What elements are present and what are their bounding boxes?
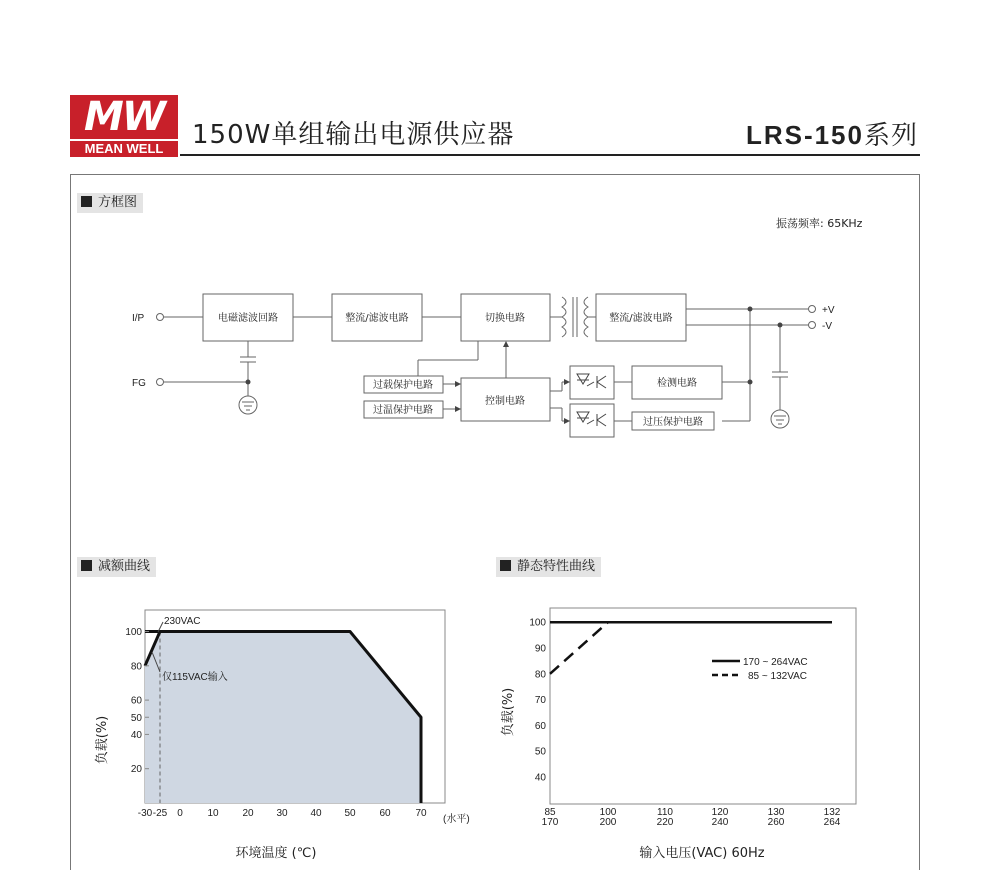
static-ytick: 60	[534, 720, 546, 732]
static-xtick-top: 85	[544, 807, 556, 818]
static-xtick-top: 100	[599, 807, 617, 818]
derating-xtick: 0	[177, 808, 183, 819]
static-xtick-top: 132	[823, 807, 841, 818]
vplus-label: +V	[822, 305, 835, 316]
document-title: 150W单组输出电源供应器	[192, 120, 515, 150]
derating-xtick: 30	[276, 808, 288, 819]
block-olp-label: 过载保护电路	[373, 380, 433, 391]
static-xtick-bottom: 264	[823, 817, 841, 828]
derating-ytick: 60	[130, 695, 142, 707]
static-xtick-bottom: 240	[711, 817, 729, 828]
block-control-label: 控制电路	[485, 396, 525, 407]
derating-xlabel: 环境温度 (℃)	[235, 846, 317, 861]
static-ytick: 50	[534, 746, 546, 758]
derating-ytick: 50	[130, 712, 142, 724]
logo-text: MEAN WELL	[70, 139, 178, 155]
legend-170-264: 170 ~ 264VAC	[743, 657, 808, 668]
derating-xtick: 40	[310, 808, 322, 819]
series-model: LRS-150	[745, 120, 864, 150]
static-ytick: 90	[534, 643, 546, 655]
fg-label: FG	[132, 378, 146, 389]
block-switch-label: 切换电路	[485, 313, 525, 324]
derating-ytick: 100	[125, 627, 142, 638]
static-xlabel: 输入电压(VAC) 60Hz	[639, 846, 765, 861]
derating-xtick: 60	[379, 808, 391, 819]
block-otp-label: 过温保护电路	[373, 405, 433, 416]
legend-85-132: 85 ~ 132VAC	[748, 671, 808, 682]
derating-xtick: 70	[415, 808, 427, 819]
static-plot-frame	[550, 608, 856, 804]
static-xtick-top: 130	[767, 807, 785, 818]
derating-x-unit: (水平)	[443, 814, 470, 825]
block-rectifier-1-label: 整流/滤波电路	[345, 313, 409, 324]
static-ytick: 70	[534, 695, 546, 707]
static-xtick-top: 120	[711, 807, 729, 818]
derating-xtick: -30	[137, 808, 153, 819]
derating-xtick: 10	[207, 808, 219, 819]
static-xtick-bottom: 220	[656, 817, 674, 828]
vminus-label: -V	[822, 321, 832, 332]
derating-ytick: 40	[130, 729, 142, 741]
static-xtick-top: 110	[657, 807, 673, 818]
annot-230vac: 230VAC	[164, 616, 201, 627]
block-rectifier-2-label: 整流/滤波电路	[609, 313, 673, 324]
derating-xtick: -25	[152, 808, 168, 819]
derating-ylabel: 负载(%)	[95, 715, 110, 765]
static-xtick-bottom: 170	[541, 817, 559, 828]
series-suffix: 系列	[863, 121, 918, 151]
annot-115vac: 仅115VAC输入	[162, 672, 228, 683]
static-ytick: 80	[534, 669, 546, 681]
static-ytick: 40	[534, 772, 546, 784]
derating-xtick: 50	[344, 808, 356, 819]
ip-label: I/P	[132, 313, 145, 324]
block-emi-label: 电磁滤波回路	[218, 313, 278, 324]
derating-xtick: 20	[242, 808, 254, 819]
logo-mark: MW	[84, 94, 164, 140]
static-xtick-bottom: 260	[767, 817, 785, 828]
section-block-diagram-label: 方框图	[98, 195, 138, 210]
derating-ytick: 20	[130, 764, 142, 776]
derating-ytick: 80	[130, 661, 142, 673]
static-ytick: 100	[529, 617, 546, 629]
section-static-label: 静态特性曲线	[517, 559, 596, 574]
block-ovp-label: 过压保护电路	[643, 417, 703, 428]
block-detect-label: 检测电路	[657, 378, 697, 389]
static-xtick-bottom: 200	[599, 817, 617, 828]
section-derating-label: 减额曲线	[98, 559, 151, 574]
static-ylabel: 负载(%)	[501, 687, 516, 737]
oscillation-frequency: 振荡频率: 65KHz	[776, 217, 863, 230]
